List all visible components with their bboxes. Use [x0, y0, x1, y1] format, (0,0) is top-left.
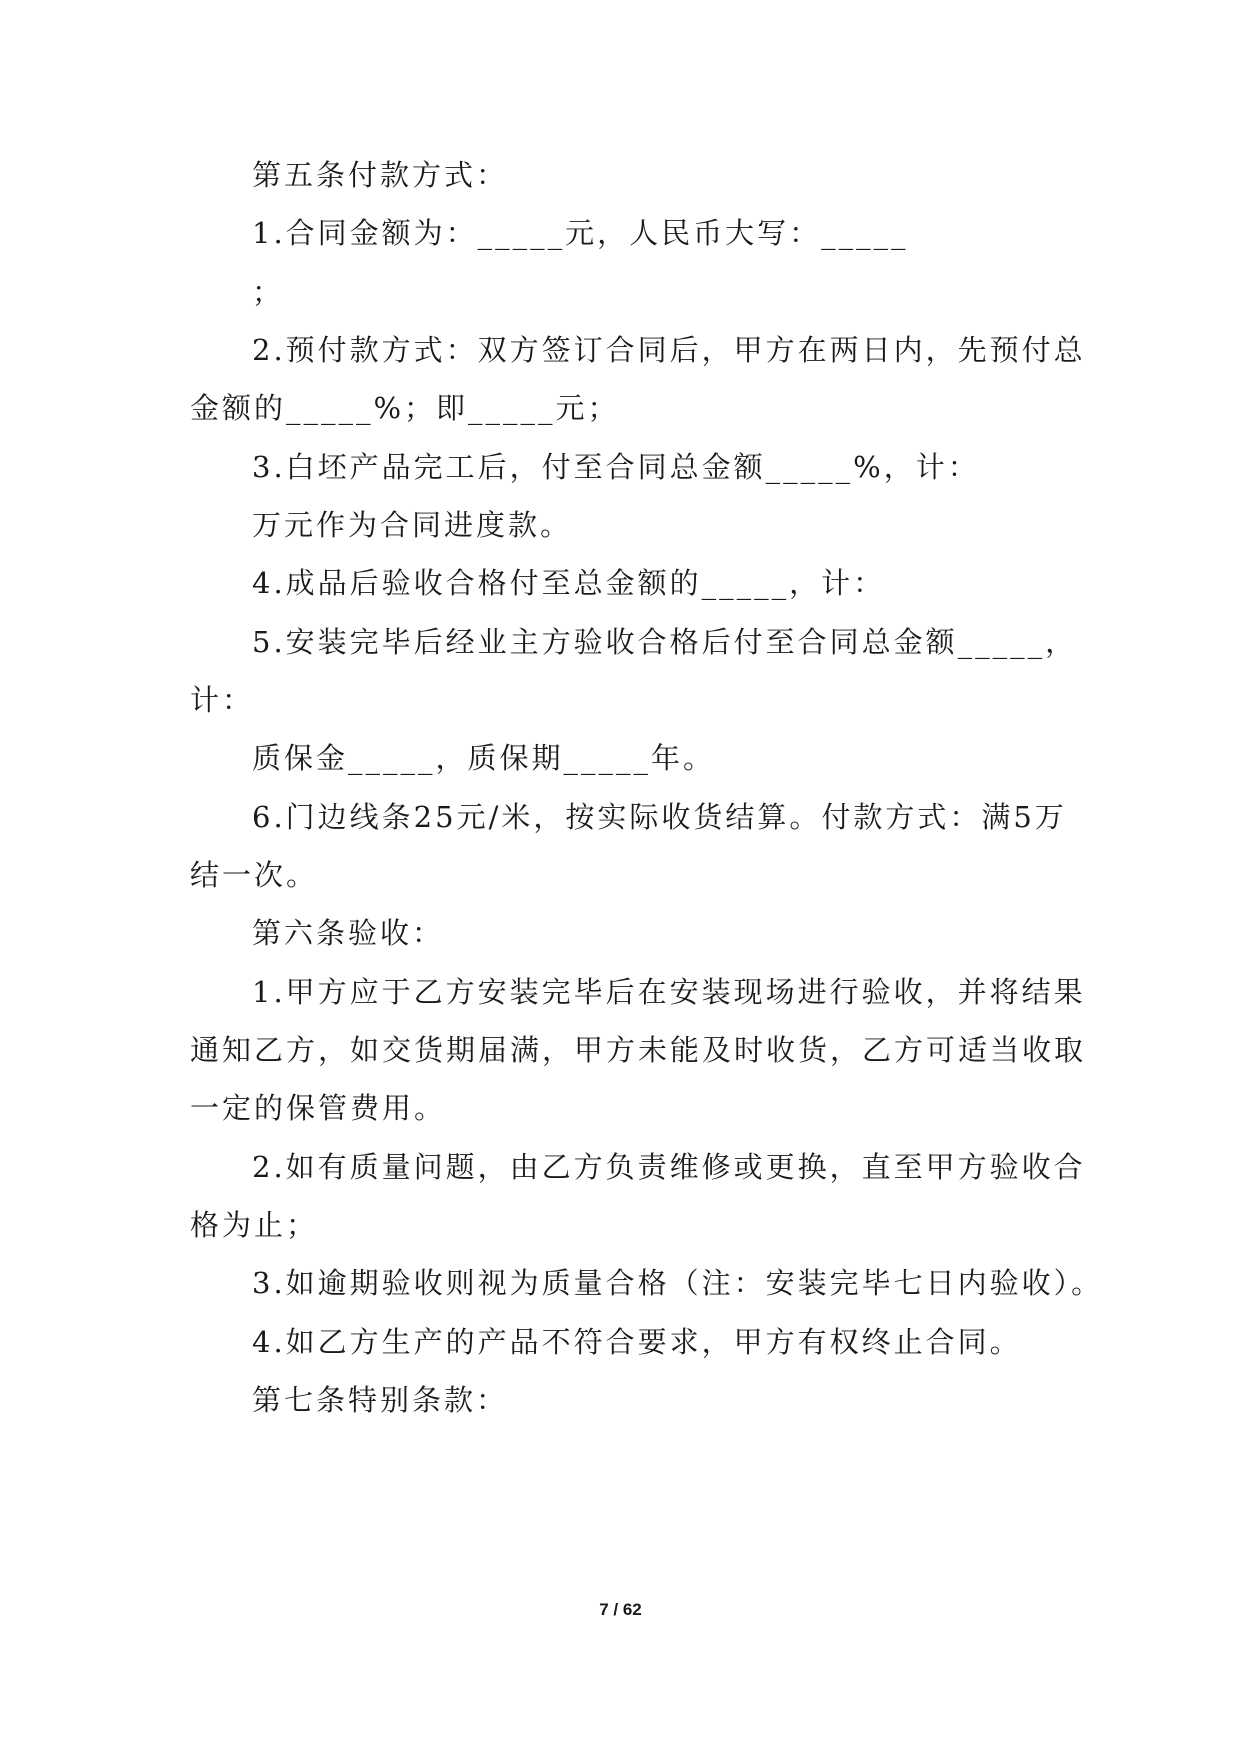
article-6-heading: 第六条验收：	[252, 916, 445, 950]
paragraph-line: 1.甲方应于乙方安装完毕后在安装现场进行验收，并将结果	[252, 975, 1086, 1009]
paragraph-line: 金额的_____%；即_____元；	[190, 391, 620, 425]
paragraph-line: 一定的保管费用。	[190, 1091, 447, 1125]
paragraph-line: 万元作为合同进度款。	[252, 508, 573, 542]
paragraph-line: 2.预付款方式：双方签订合同后，甲方在两日内，先预付总	[252, 333, 1086, 367]
paragraph-line: 通知乙方，如交货期届满，甲方未能及时收货，乙方可适当收取	[190, 1033, 1087, 1067]
paragraph-line: 1.合同金额为：_____元，人民币大写：_____	[252, 216, 909, 250]
paragraph-line: 格为止；	[190, 1208, 319, 1242]
paragraph-line: 质保金_____，质保期_____年。	[252, 741, 716, 775]
page-number: 7 / 62	[599, 1600, 642, 1619]
paragraph-line: 5.安装完毕后经业主方验收合格后付至合同总金额_____，	[252, 625, 1078, 659]
paragraph-line: 6.门边线条25元/米，按实际收货结算。付款方式：满5万	[252, 800, 1067, 834]
paragraph-line: 计：	[190, 683, 255, 717]
article-7-heading: 第七条特别条款：	[252, 1383, 509, 1417]
paragraph-line: ；	[252, 275, 285, 309]
paragraph-line: 结一次。	[190, 858, 319, 892]
paragraph-line: 3.如逾期验收则视为质量合格（注：安装完毕七日内验收）。	[252, 1266, 1104, 1300]
paragraph-line: 3.白坯产品完工后，付至合同总金额_____%，计：	[252, 450, 980, 484]
paragraph-line: 4.成品后验收合格付至总金额的_____，计：	[252, 566, 886, 600]
article-5-heading: 第五条付款方式：	[252, 158, 509, 192]
paragraph-line: 2.如有质量问题，由乙方负责维修或更换，直至甲方验收合	[252, 1150, 1086, 1184]
paragraph-line: 4.如乙方生产的产品不符合要求，甲方有权终止合同。	[252, 1325, 1022, 1359]
